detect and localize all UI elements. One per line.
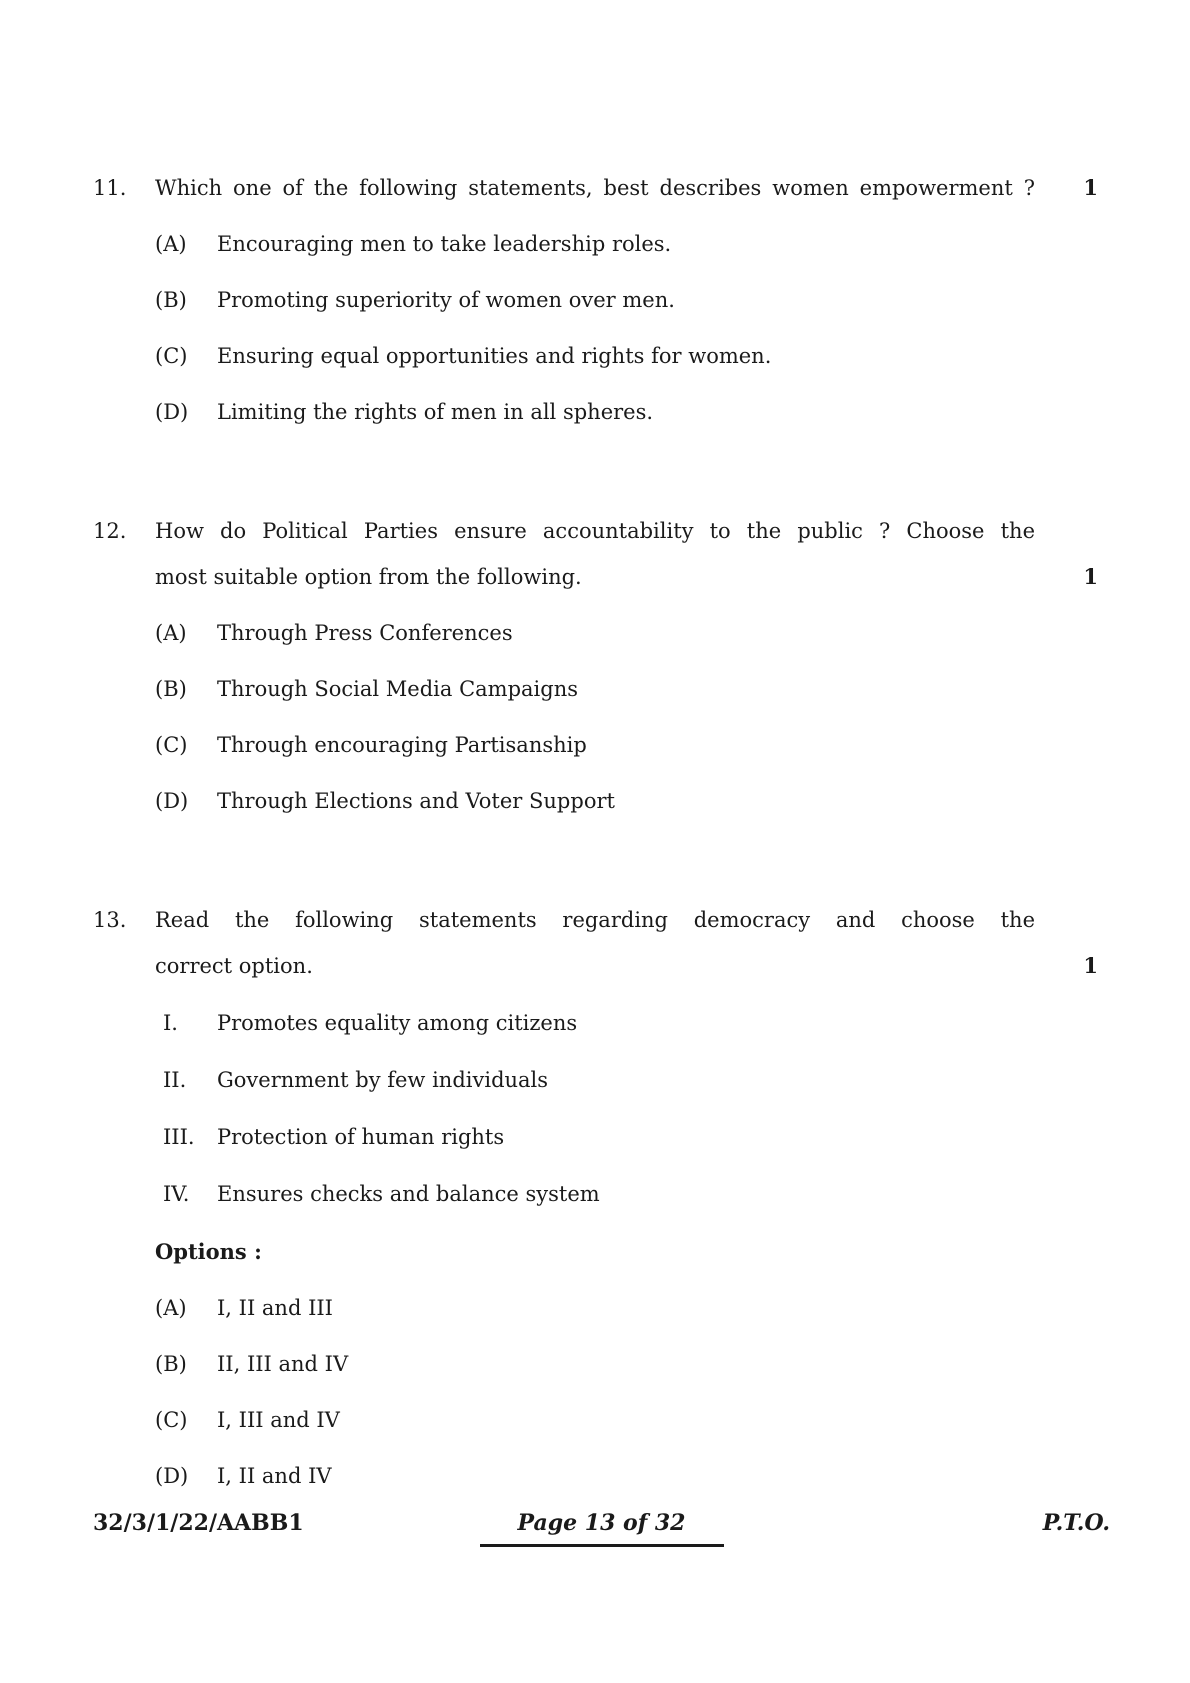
option-label: (C) <box>155 1408 188 1432</box>
question-text-line: How do Political Parties ensure accountability to the public ? Choose the <box>155 519 1035 543</box>
question-number: 13. <box>93 908 127 932</box>
option-row <box>155 722 1035 768</box>
marks-value: 1 <box>1083 564 1098 589</box>
question-block-12 <box>93 508 1098 824</box>
page-footer <box>93 1500 1110 1546</box>
option-label: (C) <box>155 733 188 757</box>
statement-text: Promotes equality among citizens <box>217 1011 578 1035</box>
statement-text: Protection of human rights <box>217 1125 505 1149</box>
option-row <box>155 666 1035 712</box>
option-text: I, II and III <box>217 1296 333 1320</box>
option-label: (D) <box>155 1464 189 1488</box>
page-content <box>93 165 1098 1572</box>
option-text: Limiting the rights of men in all spheres. <box>217 400 654 424</box>
option-text: Through Elections and Voter Support <box>217 789 615 813</box>
question-body <box>155 508 1035 824</box>
question-text-line: Which one of the following statements, best describes women empowerment ? <box>155 176 1035 200</box>
option-row <box>155 1453 1035 1499</box>
option-row <box>155 610 1035 656</box>
pto-label: P.T.O. <box>1042 1510 1110 1536</box>
option-row <box>155 389 1035 435</box>
option-row <box>155 1397 1035 1443</box>
question-body <box>155 897 1035 1499</box>
statement-label: I. <box>163 1011 178 1035</box>
option-label: (D) <box>155 789 189 813</box>
option-row <box>155 1341 1035 1387</box>
statement-label: II. <box>163 1068 187 1092</box>
option-label: (D) <box>155 400 189 424</box>
option-row <box>155 221 1035 267</box>
option-label: (B) <box>155 288 187 312</box>
statement-row <box>155 1114 1035 1160</box>
question-text-line: correct option. <box>155 954 313 978</box>
question-text-line: most suitable option from the following. <box>155 565 582 589</box>
option-text: Promoting superiority of women over men. <box>217 288 675 312</box>
page-number-underline <box>480 1544 724 1547</box>
option-text: I, III and IV <box>217 1408 340 1432</box>
option-text: Through Social Media Campaigns <box>217 677 579 701</box>
option-row <box>155 1285 1035 1331</box>
option-row <box>155 277 1035 323</box>
statement-row <box>155 1171 1035 1217</box>
option-label: (B) <box>155 1352 187 1376</box>
option-row <box>155 333 1035 379</box>
statement-row <box>155 1057 1035 1103</box>
question-block-11 <box>93 165 1098 435</box>
option-text: Ensuring equal opportunities and rights for women. <box>217 344 772 368</box>
option-label: (A) <box>155 621 187 645</box>
question-body <box>155 165 1035 435</box>
option-text: I, II and IV <box>217 1464 332 1488</box>
statement-row <box>155 1000 1035 1046</box>
option-label: (B) <box>155 677 187 701</box>
option-label: (A) <box>155 1296 187 1320</box>
option-label: (A) <box>155 232 187 256</box>
option-row <box>155 778 1035 824</box>
statement-label: IV. <box>163 1182 190 1206</box>
option-text: Through Press Conferences <box>217 621 513 645</box>
question-number: 11. <box>93 176 127 200</box>
options-heading: Options : <box>155 1239 262 1264</box>
paper-code: 32/3/1/22/AABB1 <box>93 1510 304 1536</box>
option-text: II, III and IV <box>217 1352 349 1376</box>
question-text-line: Read the following statements regarding democracy and choose the <box>155 908 1035 932</box>
option-text: Through encouraging Partisanship <box>217 733 587 757</box>
statement-text: Ensures checks and balance system <box>217 1182 600 1206</box>
marks-value: 1 <box>1083 175 1098 200</box>
page-number: Page 13 of 32 <box>517 1510 686 1536</box>
statement-text: Government by few individuals <box>217 1068 549 1092</box>
marks-value: 1 <box>1083 953 1098 978</box>
option-text: Encouraging men to take leadership roles. <box>217 232 672 256</box>
statement-label: III. <box>163 1125 195 1149</box>
question-number: 12. <box>93 519 127 543</box>
option-label: (C) <box>155 344 188 368</box>
question-block-13 <box>93 897 1098 1499</box>
